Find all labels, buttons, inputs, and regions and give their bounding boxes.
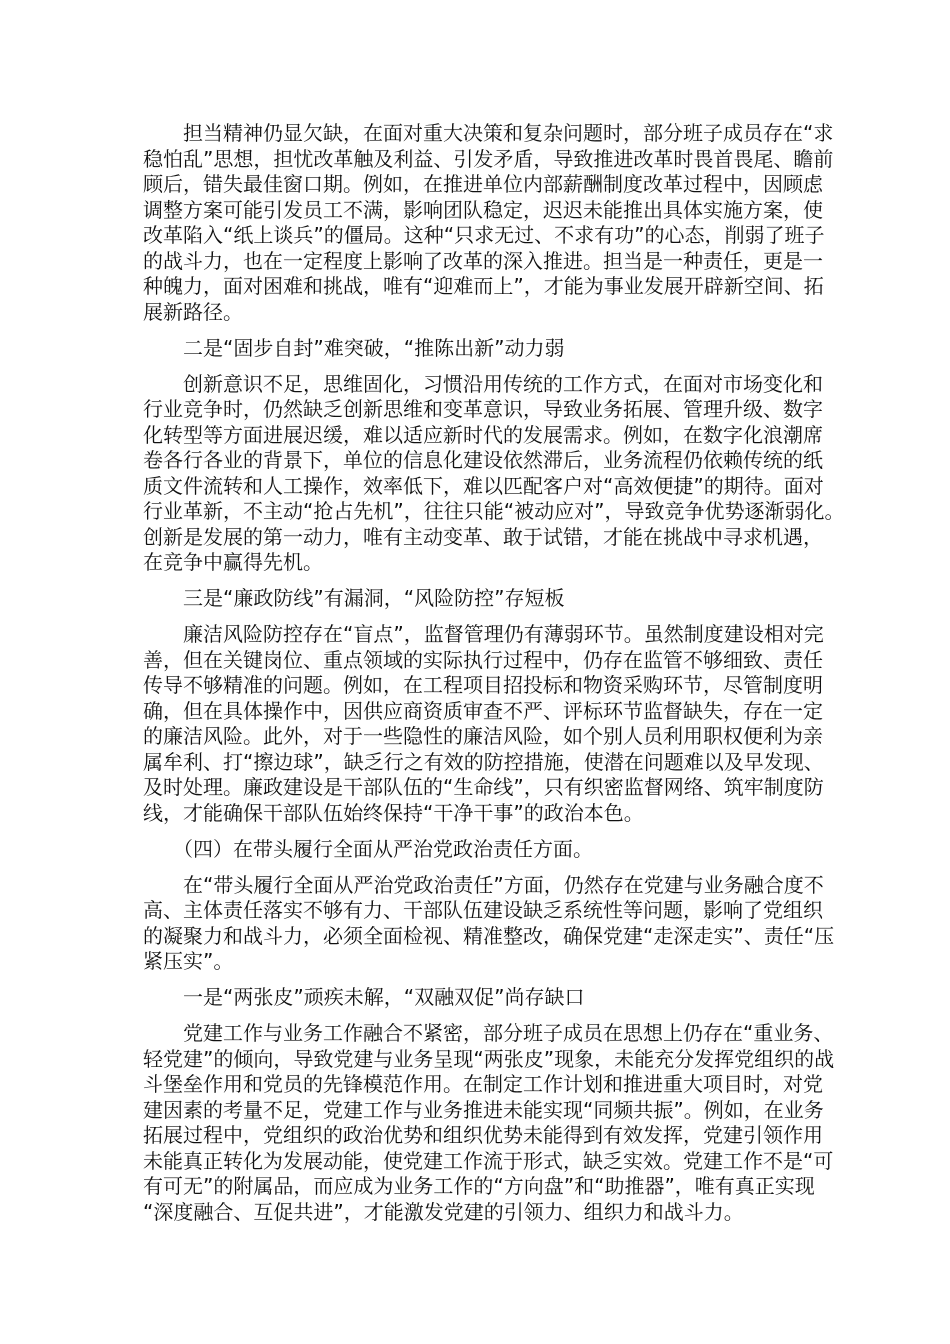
text-line: 一是“两张皮”顽疾未解，“双融双促”尚存缺口	[183, 985, 585, 1009]
text-line: 的凝聚力和战斗力，必须全面检视、精准整改，确保党建“走深走实”、责任“压	[143, 923, 835, 948]
section-heading	[143, 837, 805, 863]
text-line: 二是“固步自封”难突破，“推陈出新”动力弱	[183, 335, 565, 360]
body-paragraph	[143, 622, 824, 826]
body-paragraph	[143, 1021, 835, 1225]
text-line: 属牟利、打“擦边球”，缺乏行之有效的防控措施，使潜在问题难以及早发现、	[143, 749, 824, 774]
text-line: 三是“廉政防线”有漏洞，“风险防控”存短板	[183, 586, 565, 610]
text-line: 确，但在具体操作中，因供应商资质审查不严、评标环节监督缺失，存在一定	[143, 698, 823, 723]
text-line: 的廉洁风险。此外，对于一些隐性的廉洁风险，如个别人员利用职权便利为亲	[143, 724, 823, 748]
text-line: 种魄力，面对困难和挑战，唯有“迎难而上”，才能为事业发展开辟新空间、拓	[143, 274, 824, 298]
text-line: “深度融合、互促共进”，才能激发党建的引领力、组织力和战斗力。	[143, 1199, 744, 1224]
text-line: 未能真正转化为发展动能，使党建工作流于形式，缺乏实效。党建工作不是“可	[143, 1148, 834, 1173]
text-line: 改革陷入“纸上谈兵”的僵局。这种“只求无过、不求有功”的心态，削弱了班子	[143, 223, 825, 247]
text-line: 创新是发展的第一动力，唯有主动变革、敢于试错，才能在挑战中寻求机遇，	[143, 524, 823, 549]
body-paragraph	[143, 872, 835, 975]
text-line: 行业竞争时，仍然缺乏创新思维和变革意识，导致业务拓展、管理升级、数字	[143, 397, 823, 421]
text-line: 顾后，错失最佳窗口期。例如，在推进单位内部薪酬制度改革过程中，因顾虑	[143, 172, 823, 196]
text-line: 调整方案可能引发员工不满，影响团队稳定，迟迟未能推出具体实施方案，使	[143, 197, 823, 222]
text-line: 建因素的考量不足，党建工作与业务推进未能实现“同频共振”。例如，在业务	[143, 1097, 824, 1122]
text-line: 在竞争中赢得先机。	[143, 550, 323, 574]
text-line: 传导不够精准的问题。例如，在工程项目招投标和物资采购环节，尽管制度明	[143, 673, 823, 697]
text-line: 质文件流转和人工操作，效率低下，难以匹配客户对“高效便捷”的期待。面对	[143, 473, 824, 498]
text-line: 拓展过程中，党组织的政治优势和组织优势未能得到有效发挥，党建引领作用	[143, 1123, 823, 1147]
document-body	[143, 121, 845, 1236]
text-line: （四）在带头履行全面从严治党政治责任方面。	[173, 836, 593, 861]
text-line: 稳怕乱”思想，担忧改革触及利益、引发矛盾，导致推进改革时畏首畏尾、瞻前	[143, 146, 834, 171]
body-paragraph	[143, 371, 845, 576]
text-line: 线，才能确保干部队伍始终保持“干净干事”的政治本色。	[143, 800, 644, 825]
text-line: 斗堡垒作用和党员的先锋模范作用。在制定工作计划和推进重大项目时，对党	[143, 1072, 823, 1096]
text-line: 党建工作与业务工作融合不紧密，部分班子成员在思想上仍存在“重业务、	[183, 1021, 834, 1045]
text-line: 化转型等方面进展迟缓，难以适应新时代的发展需求。例如，在数字化浪潮席	[143, 422, 823, 447]
text-line: 紧压实”。	[143, 949, 234, 973]
text-line: 及时处理。廉政建设是干部队伍的“生命线”，只有织密监督网络、筑牢制度防	[143, 775, 824, 799]
text-line: 的战斗力，也在一定程度上影响了改革的深入推进。担当是一种责任，更是一	[143, 248, 823, 273]
section-heading	[143, 586, 805, 612]
text-line: 有可无”的附属品，而应成为业务工作的“方向盘”和“助推器”，唯有真正实现	[143, 1174, 815, 1198]
text-line: 展新路径。	[143, 299, 243, 324]
text-line: 担当精神仍显欠缺，在面对重大决策和复杂问题时，部分班子成员存在“求	[183, 121, 834, 145]
text-line: 廉洁风险防控存在“盲点”，监督管理仍有薄弱环节。虽然制度建设相对完	[183, 622, 824, 646]
section-heading	[143, 336, 805, 362]
text-line: 善，但在关键岗位、重点领域的实际执行过程中，仍存在监管不够细致、责任	[143, 647, 823, 672]
text-line: 卷各行各业的背景下，单位的信息化建设依然滞后，业务流程仍依赖传统的纸	[143, 448, 823, 472]
text-line: 创新意识不足，思维固化，习惯沿用传统的工作方式，在面对市场变化和	[183, 371, 823, 396]
body-paragraph	[143, 121, 834, 325]
text-line: 轻党建”的倾向，导致党建与业务呈现“两张皮”现象，未能充分发挥党组织的战	[143, 1046, 835, 1071]
text-line: 行业革新，不主动“抢占先机”，往往只能“被动应对”，导致竞争优势逐渐弱化。	[143, 499, 845, 523]
text-line: 在“带头履行全面从严治党政治责任”方面，仍然存在党建与业务融合度不	[183, 872, 824, 897]
section-heading	[143, 985, 805, 1011]
text-line: 高、主体责任落实不够有力、干部队伍建设缺乏系统性等问题，影响了党组织	[143, 898, 823, 922]
